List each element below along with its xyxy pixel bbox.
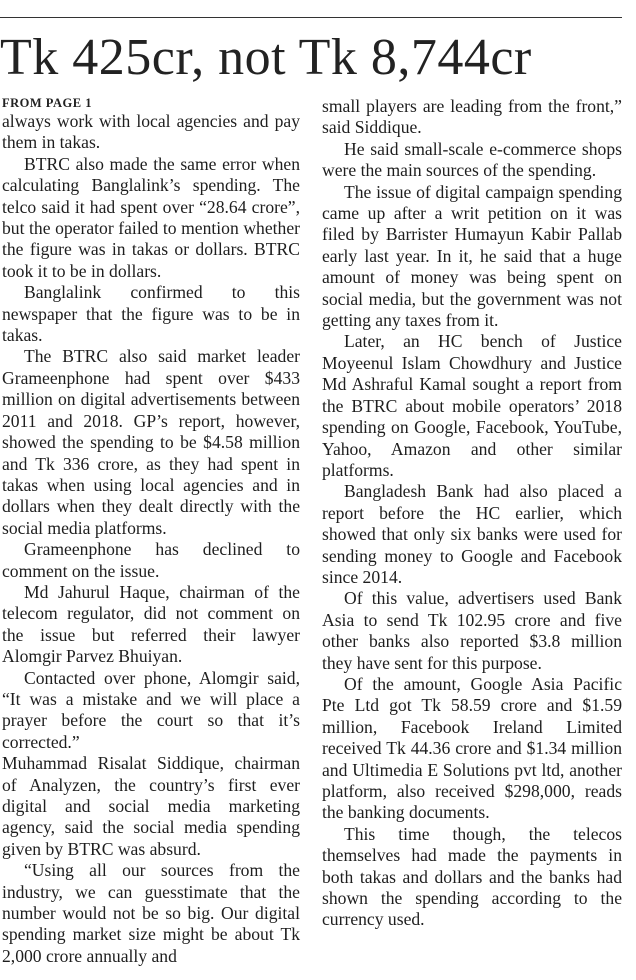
paragraph: BTRC also made the same error when calculating Banglalink’s spending. The telco said it had spent over “28.64 crore”, but the operator failed to mention whether the figure was in takas or dollars. BTRC took it to be in dollars. bbox=[2, 153, 300, 281]
paragraph: Grameenphone has declined to comment on the issue. bbox=[2, 539, 300, 581]
paragraph: “Using all our sources from the industry, we can guesstimate that the number would not be so big. Our digital spending market size might be about Tk 2,000 crore annually and bbox=[2, 860, 300, 966]
paragraph: He said small-scale e-commerce shops were the main sources of the spending. bbox=[322, 138, 622, 181]
top-divider-rule bbox=[0, 17, 622, 18]
paragraph: always work with local agencies and pay them in takas. bbox=[2, 111, 300, 153]
paragraph: Bangladesh Bank had also placed a report before the HC earlier, which showed that only six banks were used for sending money to Google and Facebook since 2014. bbox=[322, 481, 622, 587]
paragraph: The issue of digital campaign spending came up after a writ petition on it was filed by Barrister Humayun Kabir Pallab early last year. In it, he said that a huge amount of money was being spent on social media, but the government was not getting any taxes from it. bbox=[322, 181, 622, 331]
headline: Tk 425cr, not Tk 8,744cr bbox=[0, 29, 532, 86]
paragraph: Later, an HC bench of Justice Moyeenul Islam Chowdhury and Justice Md Ashraful Kamal sought a report from the BTRC about mobile operators’ 2018 spending on Google, Facebook, YouTube, Yahoo, Amazon and other similar platforms. bbox=[322, 331, 622, 480]
paragraph: Md Jahurul Haque, chairman of the telecom regulator, did not comment on the issue but referred their lawyer Alomgir Parvez Bhuiyan. bbox=[2, 581, 300, 667]
paragraph: This time though, the telecos themselves had made the payments in both takas and dollars and the banks had shown the spending according to the currency used. bbox=[322, 823, 622, 930]
paragraph: The BTRC also said market leader Grameenphone had spent over $433 million on digital advertisements between 2011 and 2018. GP’s report, however, showed the spending to be $4.58 million and Tk 336 crore, as they had spent in takas when using local agencies and in dollars when they dealt directly with the social media platforms. bbox=[2, 346, 300, 538]
paragraph: Contacted over phone, Alomgir said, “It was a mistake and we will place a prayer before the court so that it’s corrected.” bbox=[2, 667, 300, 752]
continuation-kicker: FROM PAGE 1 bbox=[2, 96, 92, 110]
left-column bbox=[2, 96, 300, 967]
right-column bbox=[322, 96, 622, 931]
paragraph: Muhammad Risalat Siddique, chairman of Analyzen, the country’s first ever digital and social media marketing agency, said the social media spending given by BTRC was absurd. bbox=[2, 753, 300, 859]
paragraph: Banglalink confirmed to this newspaper that the figure was to be in takas. bbox=[2, 282, 300, 346]
paragraph: small players are leading from the front,” said Siddique. bbox=[322, 96, 622, 138]
paragraph: Of the amount, Google Asia Pacific Pte Ltd got Tk 58.59 crore and $1.59 million, Facebook Ireland Limited received Tk 44.36 crore and $1.34 million and Ultimedia E Solutions pvt ltd, another platform, also received $298,000, reads the banking documents. bbox=[322, 673, 622, 823]
paragraph: Of this value, advertisers used Bank Asia to send Tk 102.95 crore and five other banks also reported $3.8 million they have sent for this purpose. bbox=[322, 588, 622, 673]
